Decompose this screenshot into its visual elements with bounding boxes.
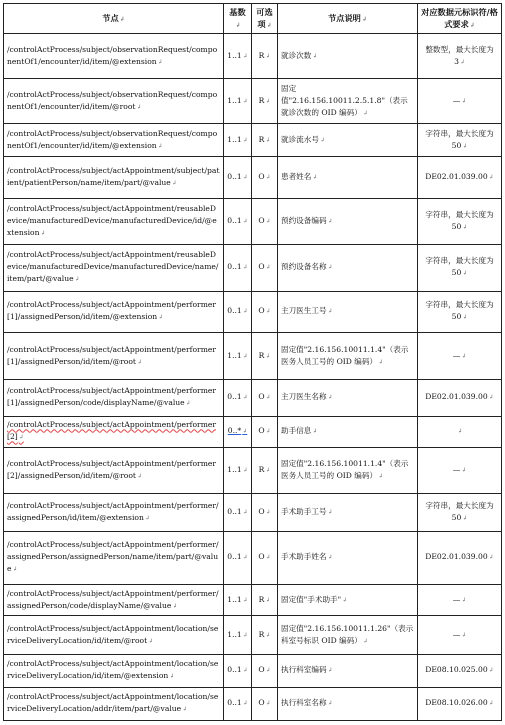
optional-cell-text: R ↲ [259,51,271,60]
format-cell-text: DE08.10.026.00 ↲ [425,698,493,707]
base-cell [224,417,252,448]
table-row [4,447,502,493]
optional-cell-text: R ↲ [259,135,271,144]
format-cell-text: 字符串，最大长度为 50 ↲ [425,210,493,231]
description-cell [278,654,418,687]
optional-cell [252,531,278,585]
format-cell [418,687,502,720]
base-cell-text: 1..1 ↲ [227,595,248,604]
format-cell [418,245,502,291]
format-cell [418,379,502,416]
base-cell-text: 1..1 ↲ [227,51,248,60]
description-cell-text: 预约设备名称 ↲ [281,262,333,271]
format-cell-text: 字符串，最大长度为 50 ↲ [425,300,493,321]
table-row [4,333,502,379]
format-cell [418,333,502,379]
format-cell-text: DE08.10.025.00 ↲ [425,665,493,674]
description-cell-text: 助手信息 ↲ [281,426,317,435]
description-cell [278,79,418,124]
optional-cell-text: O ↲ [258,426,270,435]
base-cell [224,379,252,416]
format-cell-text: DE02.01.039.00 ↲ [425,392,493,401]
optional-cell [252,291,278,333]
base-cell [224,245,252,291]
description-cell [278,494,418,531]
node-cell [4,333,224,379]
description-cell-text: 固定值"2.16.156.10011.1.4"（表示医务人员工号的 OID 编码） ↲ [281,345,408,366]
node-cell [4,494,224,531]
optional-cell-text: O ↲ [258,552,270,561]
description-cell-text: 主刀医生工号 ↲ [281,306,333,315]
base-cell [224,585,252,616]
base-cell-text: 1..1 ↲ [227,630,248,639]
base-cell [224,124,252,157]
table-row [4,585,502,616]
node-cell [4,157,224,199]
table-row [4,654,502,687]
node-cell-text: /controlActProcess/subject/actAppointment/performer[1]/assignedPerson/id/item/@root ↲ [7,345,216,366]
optional-cell-text: O ↲ [258,665,270,674]
table-row [4,34,502,79]
description-cell-text: 固定值"2.16.156.10011.1.4"（表示医务人员工号的 OID 编码） ↲ [281,459,408,480]
optional-cell [252,199,278,245]
optional-cell-text: O ↲ [258,262,270,271]
node-cell [4,616,224,655]
document-page [3,3,501,721]
format-cell-text: 字符串，最大长度为 50 ↲ [425,129,493,150]
optional-cell-text: R ↲ [259,595,271,604]
optional-cell [252,333,278,379]
format-cell [418,616,502,655]
description-cell-text: 固定值"手术助手" ↲ [281,595,347,604]
format-cell [418,417,502,448]
node-cell-text: /controlActProcess/subject/actAppointment/reusableDevice/manufacturedDevice/manufacturedDevice/id/@extension ↲ [7,204,217,237]
base-cell [224,34,252,79]
optional-cell [252,585,278,616]
base-cell [224,494,252,531]
format-cell-text: — ↲ [453,630,467,639]
optional-cell [252,494,278,531]
node-cell [4,417,224,448]
table-row [4,79,502,124]
description-cell-text: 手术助手工号 ↲ [281,507,333,516]
table-row [4,616,502,655]
format-cell-text: 整数型，最大长度为 3 ↲ [425,45,493,66]
node-cell-text: /controlActProcess/subject/actAppointment/location/serviceDeliveryLocation/id/item/@extension ↲ [7,659,218,680]
base-cell [224,199,252,245]
base-cell-text: 1..1 ↲ [227,96,248,105]
base-cell-text: 0..1 ↲ [227,216,248,225]
table-row [4,494,502,531]
optional-cell [252,245,278,291]
base-cell [224,157,252,199]
format-cell-text: — ↲ [453,595,467,604]
optional-cell-text: O ↲ [258,698,270,707]
node-spec-table [3,3,502,721]
node-cell-text: /controlActProcess/subject/actAppointment/location/serviceDeliveryLocation/id/item/@root ↲ [7,624,218,645]
table-row [4,199,502,245]
description-cell-text: 执行科室名称 ↲ [281,698,333,707]
format-cell-text: 字符串，最大长度为 50 ↲ [425,501,493,522]
node-cell-text: /controlActProcess/subject/actAppointment/performer/assignedPerson/code/displayName/@value ↲ [7,589,219,610]
format-cell [418,124,502,157]
base-cell [224,616,252,655]
base-cell-text: 0..1 ↲ [227,172,248,181]
optional-cell-text: O ↲ [258,172,270,181]
table-header-row [4,4,502,34]
node-cell [4,291,224,333]
description-cell-text: 手术助手姓名 ↲ [281,552,333,561]
table-row [4,124,502,157]
format-cell [418,494,502,531]
description-cell [278,199,418,245]
format-cell-text: DE02.01.039.00 ↲ [425,552,493,561]
description-cell-text: 就诊流水号 ↲ [281,135,325,144]
base-cell [224,447,252,493]
node-cell-text: /controlActProcess/subject/actAppointment/performer[1]/assignedPerson/code/displayName/@value ↲ [7,386,216,407]
description-cell-text: 预约设备编码 ↲ [281,216,333,225]
format-cell [418,291,502,333]
table-row [4,531,502,585]
description-cell-text: 就诊次数 ↲ [281,51,317,60]
description-cell [278,333,418,379]
table-row [4,417,502,448]
node-cell-text: /controlActProcess/subject/observationRequest/componentOf1/encounter/id/item/@root ↲ [7,90,217,111]
base-cell-text: 0..1 ↲ [227,306,248,315]
node-cell-text: /controlActProcess/subject/observationRequest/componentOf1/encounter/id/item/@extension ↲ [7,129,217,150]
base-cell-text: 0..1 ↲ [227,552,248,561]
base-cell-text: 0..* ↲ [228,426,248,435]
description-cell-text: 固定值"2.16.156.10011.2.5.1.8"（表示就诊次数的 OID 编码） ↲ [281,84,408,117]
format-cell [418,79,502,124]
optional-cell-text: O ↲ [258,216,270,225]
node-cell [4,687,224,720]
description-cell [278,379,418,416]
node-cell-text: /controlActProcess/subject/actAppointment/performer[2]/assignedPerson/id/item/@root ↲ [7,459,216,480]
table-row [4,687,502,720]
format-cell-text [456,426,462,435]
optional-cell [252,447,278,493]
base-cell-text: 1..1 ↲ [227,135,248,144]
optional-cell-text: R ↲ [259,351,271,360]
base-cell-text: 1..1 ↲ [227,351,248,360]
node-cell-text: /controlActProcess/subject/actAppointment/performer/assignedPerson/assignedPerson/name/item/part/@value ↲ [7,540,219,573]
format-cell [418,34,502,79]
optional-cell [252,157,278,199]
node-cell [4,585,224,616]
node-cell [4,379,224,416]
optional-cell [252,687,278,720]
node-cell [4,654,224,687]
description-cell [278,245,418,291]
table-row [4,291,502,333]
description-cell [278,34,418,79]
header-base: 基数 ↲ [224,4,252,34]
node-cell-text: /controlActProcess/subject/actAppointment/performer[1]/assignedPerson/id/item/@extension ↲ [7,300,216,321]
table-row [4,379,502,416]
description-cell [278,687,418,720]
description-cell-text: 患者姓名 ↲ [281,172,317,181]
table-row [4,245,502,291]
node-cell [4,34,224,79]
node-cell-text: /controlActProcess/subject/observationRequest/componentOf1/encounter/id/item/@extension ↲ [7,45,217,66]
optional-cell-text: R ↲ [259,465,271,474]
format-cell-text: 字符串，最大长度为 50 ↲ [425,256,493,277]
base-cell [224,654,252,687]
optional-cell [252,616,278,655]
description-cell [278,616,418,655]
base-cell-text: 0..1 ↲ [227,665,248,674]
base-cell [224,687,252,720]
base-cell [224,79,252,124]
description-cell-text: 执行科室编码 ↲ [281,665,333,674]
optional-cell [252,417,278,448]
format-cell [418,157,502,199]
base-cell-text: 0..1 ↲ [227,392,248,401]
header-desc: 节点说明 ↲ [278,4,418,34]
optional-cell-text: R ↲ [259,96,271,105]
node-cell [4,447,224,493]
node-cell [4,124,224,157]
node-cell-text: /controlActProcess/subject/actAppointment/performer[2] ↲ [7,420,216,441]
base-cell [224,531,252,585]
optional-cell [252,34,278,79]
format-cell-text: — ↲ [453,351,467,360]
base-cell-text: 0..1 ↲ [227,262,248,271]
node-cell [4,531,224,585]
node-cell [4,79,224,124]
format-cell-text: — ↲ [453,465,467,474]
optional-cell [252,654,278,687]
optional-cell [252,379,278,416]
base-cell-text: 0..1 ↲ [227,698,248,707]
description-cell [278,124,418,157]
format-cell [418,199,502,245]
node-cell [4,245,224,291]
node-cell-text: /controlActProcess/subject/actAppointment/performer/assignedPerson/id/item/@extension ↲ [7,501,219,522]
optional-cell-text: O ↲ [258,306,270,315]
base-cell [224,291,252,333]
header-optional: 可选项 ↲ [252,4,278,34]
format-cell [418,531,502,585]
base-cell [224,333,252,379]
format-cell-text: DE02.01.039.00 ↲ [425,172,493,181]
table-row [4,157,502,199]
header-node: 节点 ↲ [4,4,224,34]
description-cell [278,585,418,616]
description-cell-text: 主刀医生名称 ↲ [281,392,333,401]
format-cell [418,447,502,493]
optional-cell-text: O ↲ [258,392,270,401]
node-cell-text: /controlActProcess/subject/actAppointment/location/serviceDeliveryLocation/addr/item/part/@value ↲ [7,692,218,713]
format-cell [418,654,502,687]
optional-cell-text: R ↲ [259,630,271,639]
base-cell-text: 0..1 ↲ [227,507,248,516]
header-format: 对应数据元标识符/格式要求 ↲ [418,4,502,34]
description-cell [278,417,418,448]
description-cell [278,531,418,585]
description-cell [278,447,418,493]
format-cell-text: — ↲ [453,96,467,105]
format-cell [418,585,502,616]
node-cell [4,199,224,245]
description-cell [278,291,418,333]
node-cell-text: /controlActProcess/subject/actAppointment/reusableDevice/manufacturedDevice/manufacturedDevice/name/item/part/@value ↲ [7,250,218,283]
base-cell-text: 1..1 ↲ [227,465,248,474]
node-cell-text: /controlActProcess/subject/actAppointment/subject/patient/patientPerson/name/item/part/@value ↲ [7,166,220,187]
optional-cell [252,124,278,157]
description-cell [278,157,418,199]
optional-cell-text: O ↲ [258,507,270,516]
optional-cell [252,79,278,124]
description-cell-text: 固定值"2.16.156.10011.1.26"（表示科室号标识 OID 编码） ↲ [281,624,413,645]
